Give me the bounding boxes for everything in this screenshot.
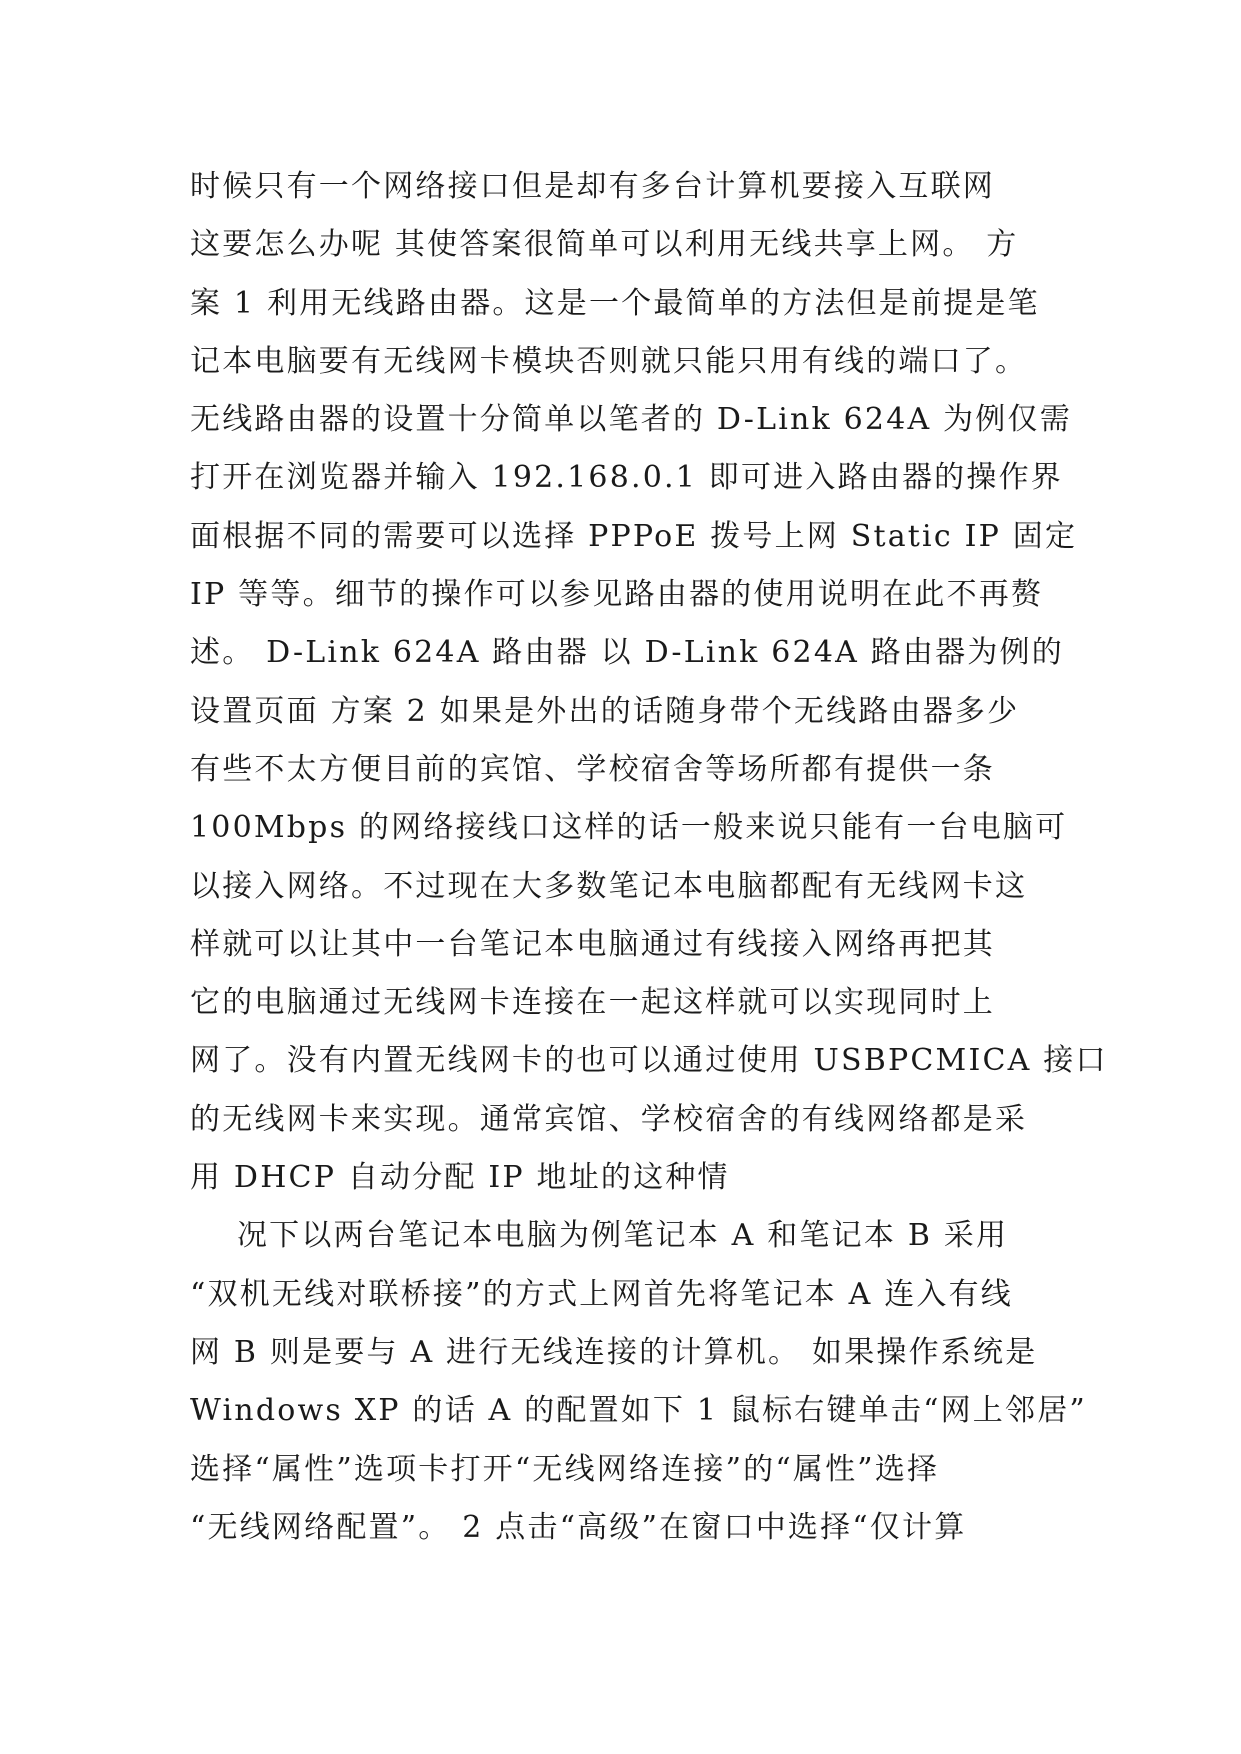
text-line: “双机无线对联桥接”的方式上网首先将笔记本 A 连入有线: [190, 1276, 1014, 1312]
text-line: 100Mbps 的网络接线口这样的话一般来说只能有一台电脑可: [190, 810, 1068, 846]
text-line: 述。 D-Link 624A 路由器 以 D-Link 624A 路由器为例的: [190, 635, 1064, 671]
text-line: 以接入网络。不过现在大多数笔记本电脑都配有无线网卡这: [190, 868, 1028, 904]
text-line: 用 DHCP 自动分配 IP 地址的这种情: [190, 1160, 730, 1196]
text-line: 样就可以让其中一台笔记本电脑通过有线接入网络再把其: [190, 926, 995, 962]
text-line: 有些不太方便目前的宾馆、学校宿舍等场所都有提供一条: [190, 751, 995, 787]
text-line: 打开在浏览器并输入 192.168.0.1 即可进入路由器的操作界: [190, 460, 1063, 496]
text-line: IP 等等。细节的操作可以参见路由器的使用说明在此不再赘: [190, 577, 1044, 613]
text-line: 这要怎么办呢 其使答案很简单可以利用无线共享上网。 方: [190, 227, 1019, 263]
text-line: 的无线网卡来实现。通常宾馆、学校宿舍的有线网络都是采: [190, 1101, 1028, 1137]
text-line: 记本电脑要有无线网卡模块否则就只能只用有线的端口了。: [190, 343, 1028, 379]
text-line: 它的电脑通过无线网卡连接在一起这样就可以实现同时上: [190, 985, 995, 1021]
text-line: 设置页面 方案 2 如果是外出的话随身带个无线路由器多少: [190, 693, 1020, 729]
text-line: 面根据不同的需要可以选择 PPPoE 拨号上网 Static IP 固定: [190, 518, 1078, 554]
body-text: [190, 158, 1108, 1557]
text-line: “无线网络配置”。 2 点击“高级”在窗口中选择“仅计算: [190, 1509, 967, 1545]
text-line: 时候只有一个网络接口但是却有多台计算机要接入互联网: [190, 169, 995, 204]
text-line: 无线路由器的设置十分简单以笔者的 D-Link 624A 为例仅需: [190, 402, 1072, 438]
text-line: Windows XP 的话 A 的配置如下 1 鼠标右键单击“网上邻居”: [190, 1393, 1087, 1429]
text-line: 案 1 利用无线路由器。这是一个最简单的方法但是前提是笔: [190, 285, 1040, 321]
text-line: 况下以两台笔记本电脑为例笔记本 A 和笔记本 B 采用: [190, 1218, 1009, 1254]
text-line: 网了。没有内置无线网卡的也可以通过使用 USBPCMICA 接口: [190, 1043, 1108, 1079]
text-line: 选择“属性”选项卡打开“无线网络连接”的“属性”选择: [190, 1451, 940, 1487]
text-line: 网 B 则是要与 A 进行无线连接的计算机。 如果操作系统是: [190, 1334, 1038, 1370]
